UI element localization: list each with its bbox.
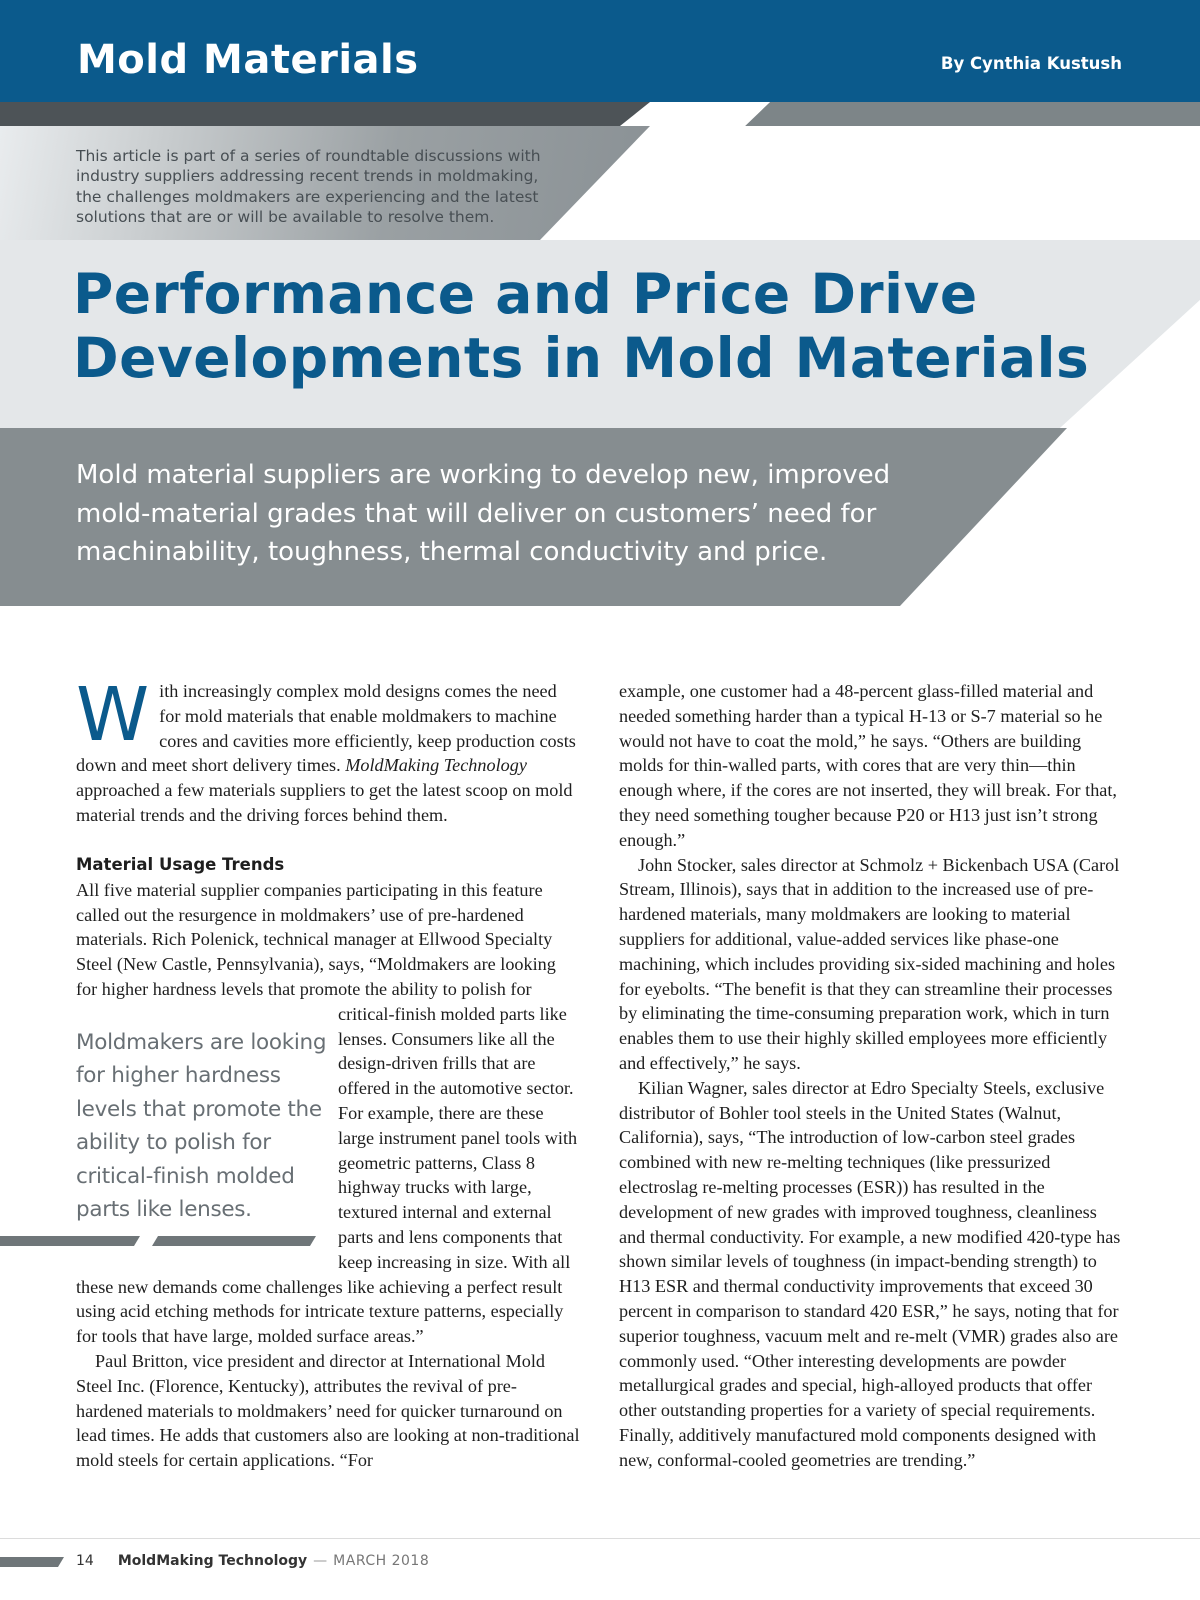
- byline: By Cynthia Kustush: [940, 54, 1122, 73]
- pull-quote-rule: [0, 1236, 320, 1250]
- paragraph-4: John Stocker, sales director at Schmolz + Bickenbach USA (Carol Stream, Illinois), says that in addition to the increased use of pre-hardened materials, many moldmakers are looking to material suppliers for additional, value-added services like phase-one machining, which includes providing six-sided machining and holes for eyebolts. “The benefit is that they can streamline their processes by eliminating the time-consuming preparation work, which in turn enables them to use their highly skilled employees more efficiently and effectively,” he says.: [619, 854, 1120, 1073]
- footer: [76, 1553, 429, 1569]
- footer-bar-icon: [0, 1557, 64, 1567]
- publication-name: MoldMaking Technology: [345, 755, 527, 776]
- page-number: 14: [76, 1553, 94, 1569]
- p2-text-b: critical-finish molded parts like lenses. Consumers like all the design-driven frills that are offered in the automotive sector. For example, there are these large instrument panel tools with geometric patterns, Class 8 highway trucks with large, textured internal and external parts and lens components that keep increasing in size. With all these new demands come challenges like achieving a perfect result using acid etching methods for intricate texture patterns, especially for tools that have large, molded surface areas.”: [76, 1003, 578, 1347]
- right-grey-stripe: [745, 102, 1200, 126]
- headline-line-2: Developments in Mold Materials: [73, 326, 1090, 390]
- body-column-1: [76, 672, 580, 1473]
- footer-separator: —: [313, 1553, 328, 1569]
- pull-quote: Moldmakers are looking for higher hardness levels that promote the ability to polish for critical-finish molded parts like lenses.: [76, 1029, 327, 1223]
- p2-text-a: All five material supplier companies participating in this feature called out the resurgence in moldmakers’ use of pre-hardened materials. Rich Polenick, technical manager at Ellwood Specialty Steel (New Castle, Pennsylvania), says, “Moldmakers are looking for higher hardness levels that promote the ability to polish for: [76, 879, 556, 999]
- paragraph-2: [76, 878, 580, 1349]
- drop-cap: W: [76, 672, 150, 758]
- headline-line-1: Performance and Price Drive: [73, 262, 978, 326]
- pull-quote-box: [76, 1026, 338, 1254]
- deck-text: Mold material suppliers are working to develop new, improved mold-material grades that will deliver on customers’ need for machinability, toughness, thermal conductivity and price.: [76, 460, 891, 567]
- paragraph-3-cont: example, one customer had a 48-percent glass-filled material and needed something harder than a typical H-13 or S-7 material so he would not have to coat the mold,” he says. “Others are building molds for thin-walled parts, with cores that are very thin—thin enough where, if the cores are not inserted, they will break. For that, they need something tougher because P20 or H13 just isn’t strong enough.”: [619, 681, 1117, 850]
- paragraph-intro: With increasingly complex mold designs comes the need for mold materials that enable moldmakers to machine cores and cavities more efficiently, keep production costs down and meet short delivery times. MoldMaking Technology approached a few materials suppliers to get the latest scoop on mold material trends and the driving forces behind them.: [76, 672, 576, 825]
- headline: [73, 262, 1089, 390]
- footer-magazine: MoldMaking Technology: [117, 1553, 308, 1569]
- footer-rule: [0, 1538, 1200, 1539]
- body-column-2: [619, 679, 1124, 1473]
- paragraph-3: Paul Britton, vice president and director at International Mold Steel Inc. (Florence, Kentucky), attributes the revival of pre-hardened materials to moldmakers’ need for quicker turnaround on lead times. He adds that customers also are looking at non-traditional mold steels for certain applications. “For: [76, 1350, 580, 1471]
- subhead: Material Usage Trends: [76, 854, 285, 874]
- footer-date: MARCH 2018: [333, 1553, 430, 1569]
- intro-text: This article is part of a series of roundtable discussions with industry suppliers addressing recent trends in moldmaking, the challenges moldmakers are experiencing and the latest solutions that are or will be available to resolve them.: [76, 147, 541, 226]
- paragraph-5: Kilian Wagner, sales director at Edro Specialty Steels, exclusive distributor of Bohler tool steels in the United States (Walnut, California), says, “The introduction of low-carbon steel grades combined with new re-melting techniques (like pressurized electroslag re-melting processes (ESR)) has resulted in the development of new grades with improved toughness, cleanliness and thermal conductivity. For example, a new modified 420-type has shown similar levels of toughness (in impact-bending strength) to H13 ESR and thermal conductivity improvements that exceed 30 percent in comparison to standard 420 ESR,” he says, noting that for superior toughness, vacuum melt and re-melt (VMR) grades also are commonly used. “Other interesting developments are powder metallurgical grades and special, high-alloyed products that offer other outstanding properties for a variety of special requirements. Finally, additively manufactured mold components designed with new, conformal-cooled geometries are trending.”: [619, 1077, 1121, 1470]
- section-title: Mold Materials: [77, 37, 419, 83]
- dark-grey-stripe: [0, 102, 650, 128]
